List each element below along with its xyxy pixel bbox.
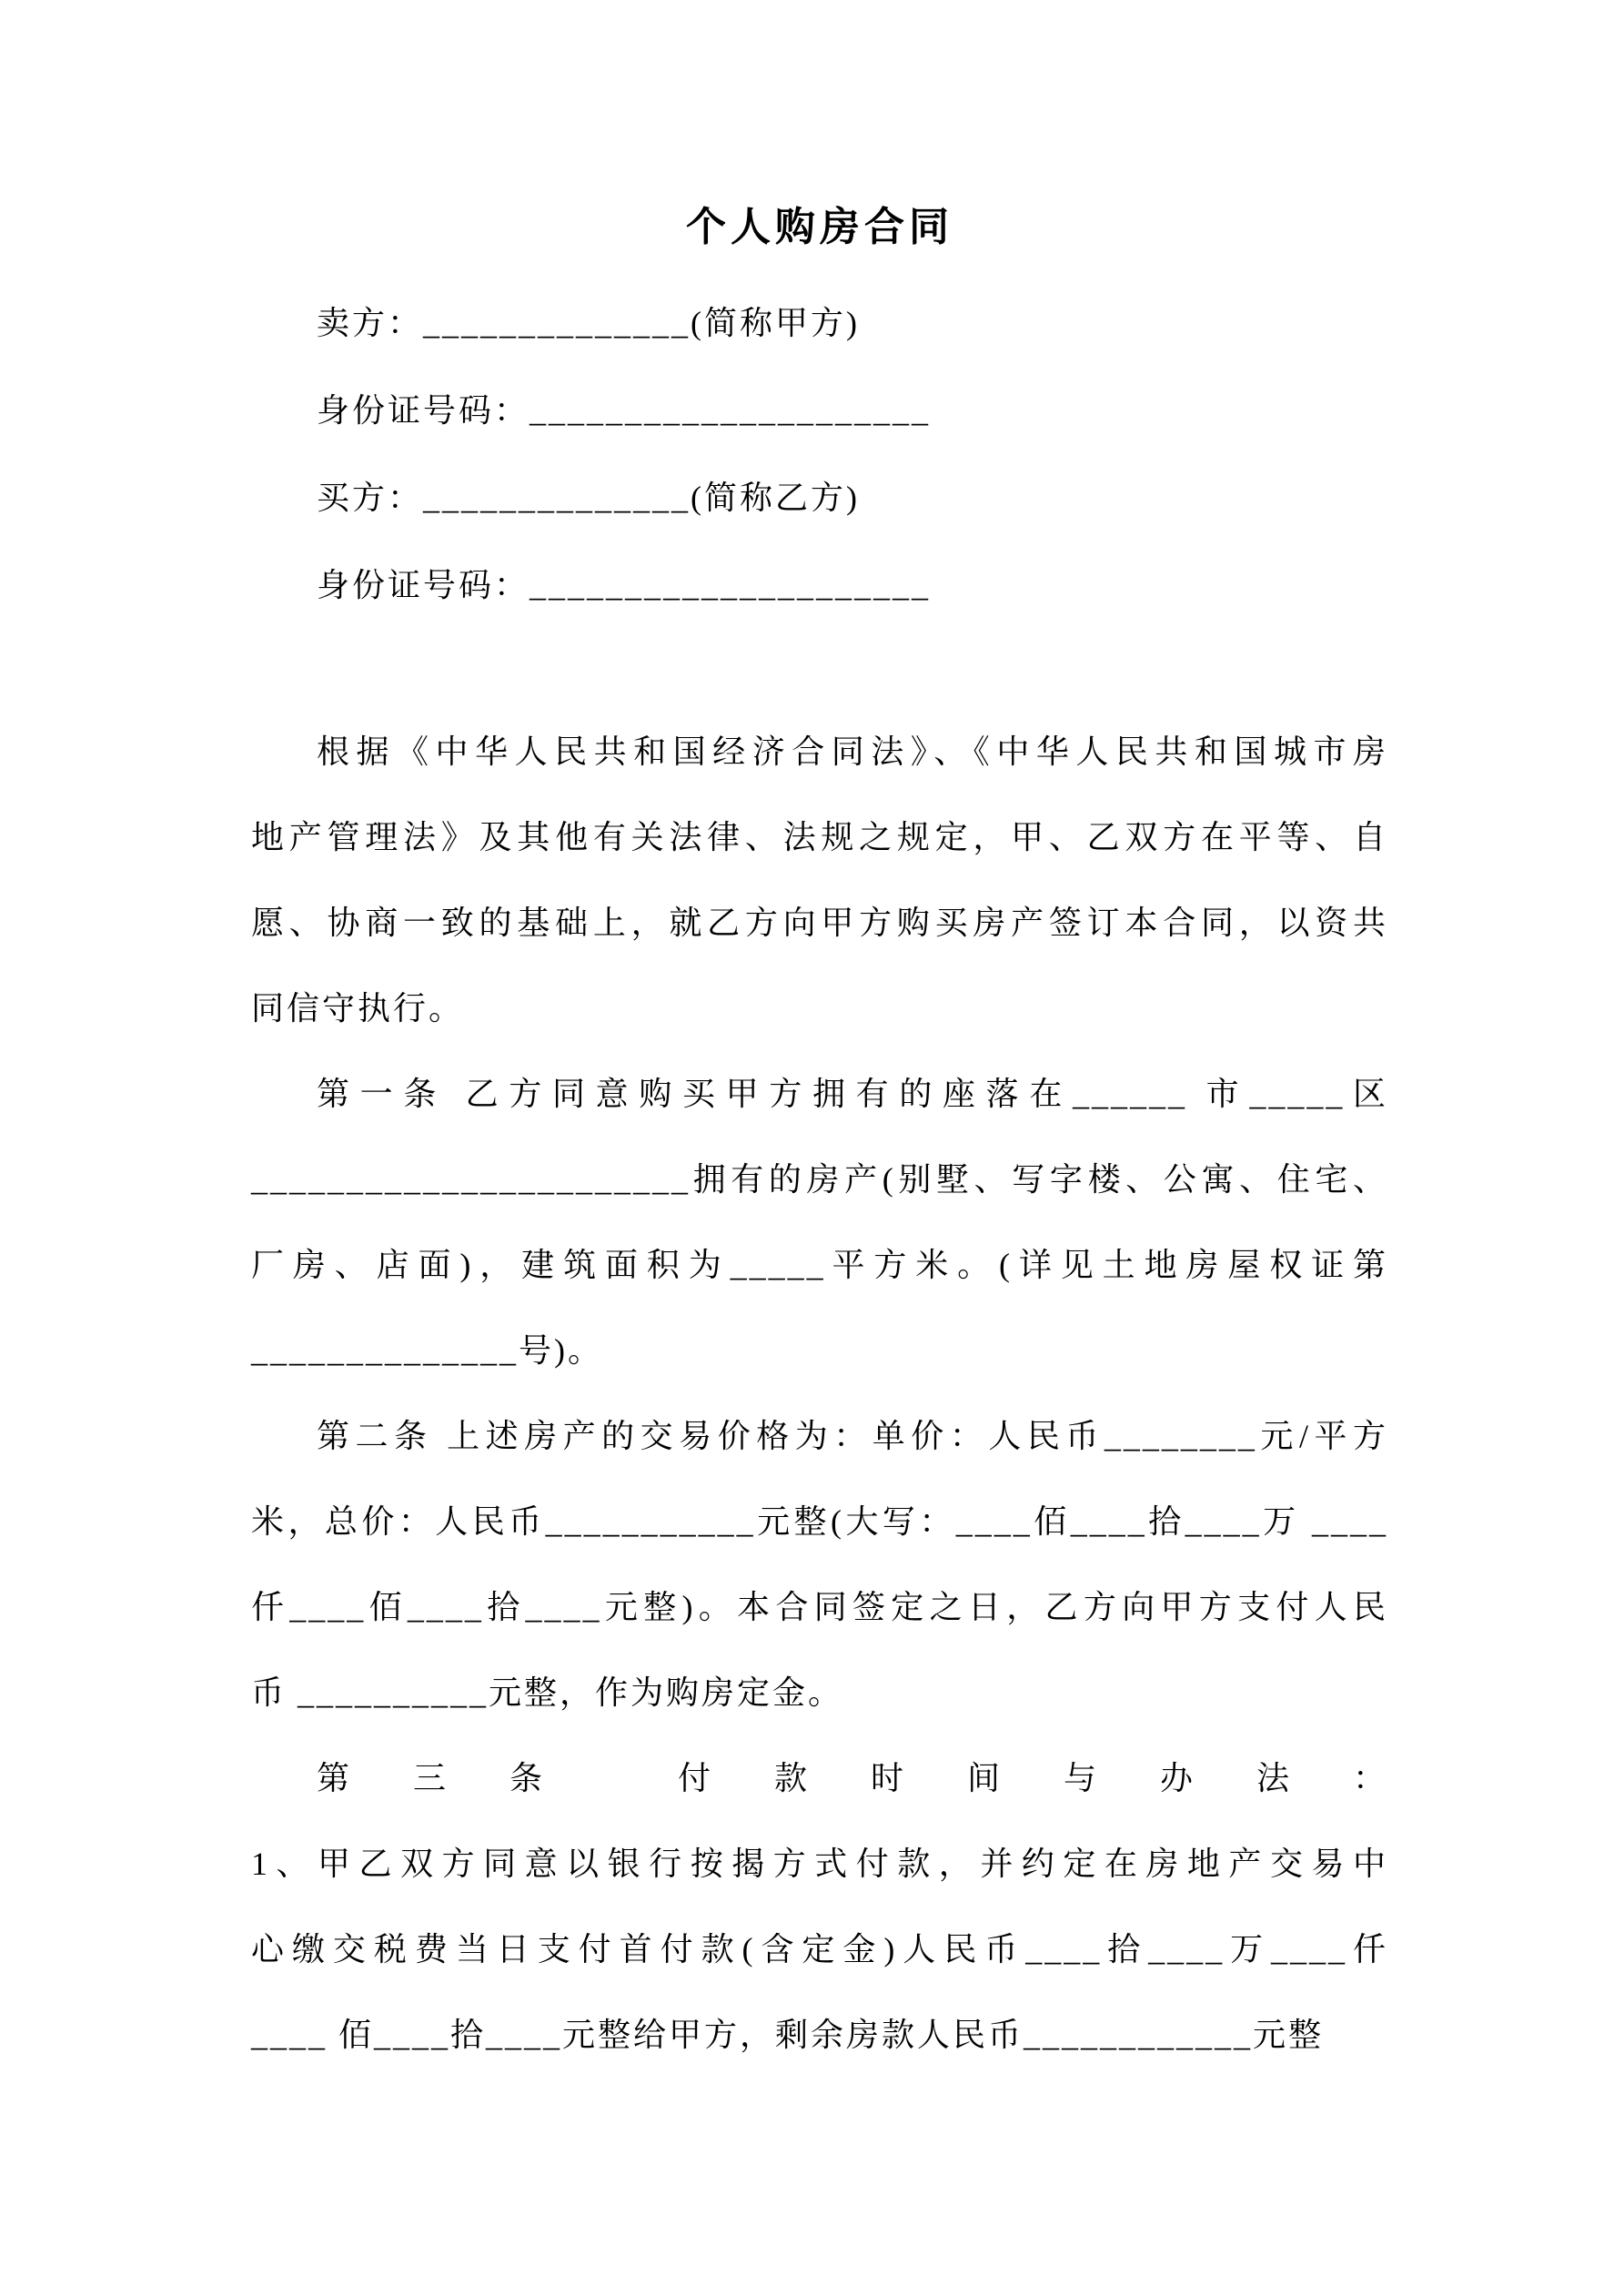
body-line: 愿、协商一致的基础上，就乙方向甲方购买房产签订本合同，以资共	[251, 905, 1388, 941]
body-line: 第二条 上述房产的交易价格为：单价：人民币________元/平方	[317, 1418, 1388, 1454]
body-line: 同信守执行。	[251, 990, 465, 1027]
blank-line-spacer	[251, 629, 1388, 709]
body-line: 厂房、店面)，建筑面积为_____平方米。(详见土地房屋权证第	[251, 1247, 1388, 1283]
body-line: 心缴交税费当日支付首付款(含定金)人民币____拾____万____仟	[251, 1931, 1388, 1967]
contract-body	[251, 709, 1388, 2078]
body-line: 第一条 乙方同意购买甲方拥有的座落在______ 市_____区	[317, 1076, 1388, 1112]
seller-id-line: 身份证号码：_____________________	[317, 392, 932, 429]
document-title: 个人购房合同	[686, 205, 953, 249]
body-line: ____ 佰____拾____元整给甲方，剩余房款人民币____________元整	[251, 2017, 1325, 2053]
body-line: 币 __________元整，作为购房定金。	[251, 1674, 844, 1711]
body-line: 根据《中华人民共和国经济合同法》、《中华人民共和国城市房	[317, 733, 1388, 770]
buyer-line: 买方：______________(简称乙方)	[317, 480, 860, 516]
body-line: ______________号)。	[251, 1332, 603, 1369]
body-line: 地产管理法》及其他有关法律、法规之规定，甲、乙双方在平等、自	[251, 819, 1388, 855]
buyer-id-line: 身份证号码：_____________________	[317, 567, 932, 603]
body-line: 米，总价：人民币___________元整(大写：____佰____拾____万 ____	[251, 1503, 1388, 1540]
parties-section	[251, 279, 1388, 629]
body-line: 1、甲乙双方同意以银行按揭方式付款，并约定在房地产交易中	[251, 1846, 1388, 1882]
seller-line: 卖方：______________(简称甲方)	[317, 305, 860, 341]
body-line: 第三条 付款时间与办法：	[317, 1760, 1388, 1796]
body-line: 仟____佰____拾____元整)。本合同签定之日，乙方向甲方支付人民	[251, 1589, 1388, 1625]
body-line: _______________________拥有的房产(别墅、写字楼、公寓、住宅、	[251, 1161, 1388, 1198]
